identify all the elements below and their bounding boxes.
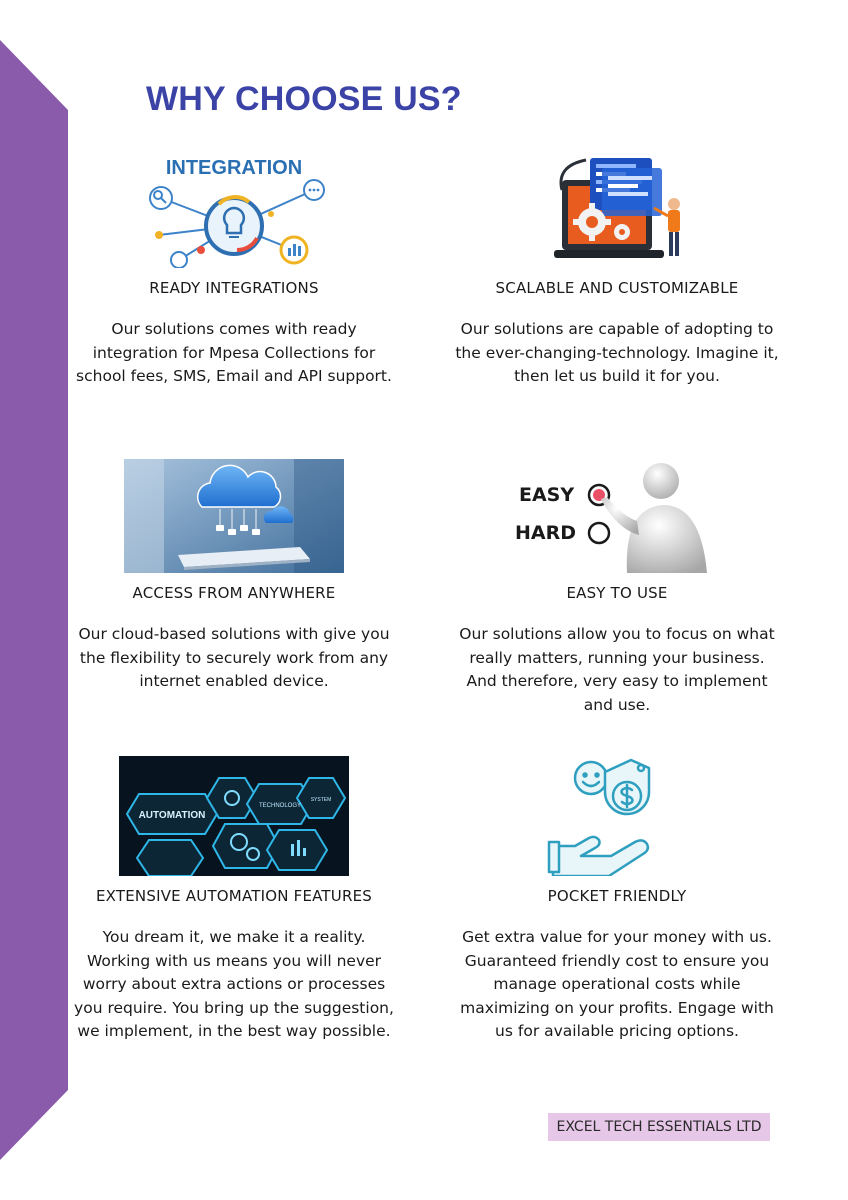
- easy-label: EASY: [519, 484, 575, 506]
- feature-title: EXTENSIVE AUTOMATION FEATURES: [96, 887, 372, 905]
- hand-money-icon: [547, 756, 687, 876]
- feature-ready-integrations: [64, 150, 404, 389]
- easy-hard-choice-icon: [507, 459, 727, 573]
- feature-title: POCKET FRIENDLY: [547, 887, 687, 905]
- feature-access-anywhere: [64, 459, 404, 694]
- feature-pocket-friendly: [447, 756, 787, 1044]
- feature-description: You dream it, we make it a reality. Working with us means you will never worry about extra actions or processes you require. You bring up the suggestion, we implement, in the best way possible.: [74, 928, 394, 1040]
- laptop-gear-icon: [542, 150, 692, 268]
- feature-title: SCALABLE AND CUSTOMIZABLE: [495, 279, 739, 297]
- automation-hexagon-icon: [119, 756, 349, 876]
- integration-hub-icon: [139, 150, 329, 268]
- cloud-image: [124, 459, 344, 573]
- integration-image: [139, 150, 329, 268]
- feature-title: READY INTEGRATIONS: [149, 279, 319, 297]
- feature-description: Our solutions comes with ready integration for Mpesa Collections for school fees, SMS, Email and API support.: [76, 320, 392, 385]
- feature-title: ACCESS FROM ANYWHERE: [132, 584, 336, 602]
- feature-scalable-customizable: [447, 150, 787, 389]
- feature-title: EASY TO USE: [566, 584, 668, 602]
- pocket-friendly-image: [547, 756, 687, 876]
- feature-description: Get extra value for your money with us. Guaranteed friendly cost to ensure you manage operational costs while maximizing on your profits. Engage with us for available pricing options.: [460, 928, 774, 1040]
- system-label: SYSTEM: [310, 797, 332, 803]
- easy-hard-image: [507, 459, 727, 573]
- page-title: WHY CHOOSE US?: [146, 80, 462, 118]
- automation-image: [119, 756, 349, 876]
- company-name-badge: EXCEL TECH ESSENTIALS LTD: [548, 1113, 770, 1141]
- feature-automation: [64, 756, 404, 1044]
- feature-easy-to-use: [447, 459, 787, 717]
- cloud-icon: [124, 459, 344, 573]
- feature-description: Our solutions allow you to focus on what really matters, running your business. And therefore, very easy to implement and use.: [459, 625, 775, 714]
- hard-label: HARD: [515, 522, 577, 544]
- technology-label: TECHNOLOGY: [258, 803, 302, 809]
- integration-label: INTEGRATION: [165, 157, 303, 179]
- automation-label: AUTOMATION: [138, 810, 206, 821]
- laptop-image: [542, 150, 692, 268]
- feature-description: Our solutions are capable of adopting to the ever-changing-technology. Imagine it, then let us build it for you.: [455, 320, 779, 385]
- feature-description: Our cloud-based solutions with give you the flexibility to securely work from any internet enabled device.: [78, 625, 390, 690]
